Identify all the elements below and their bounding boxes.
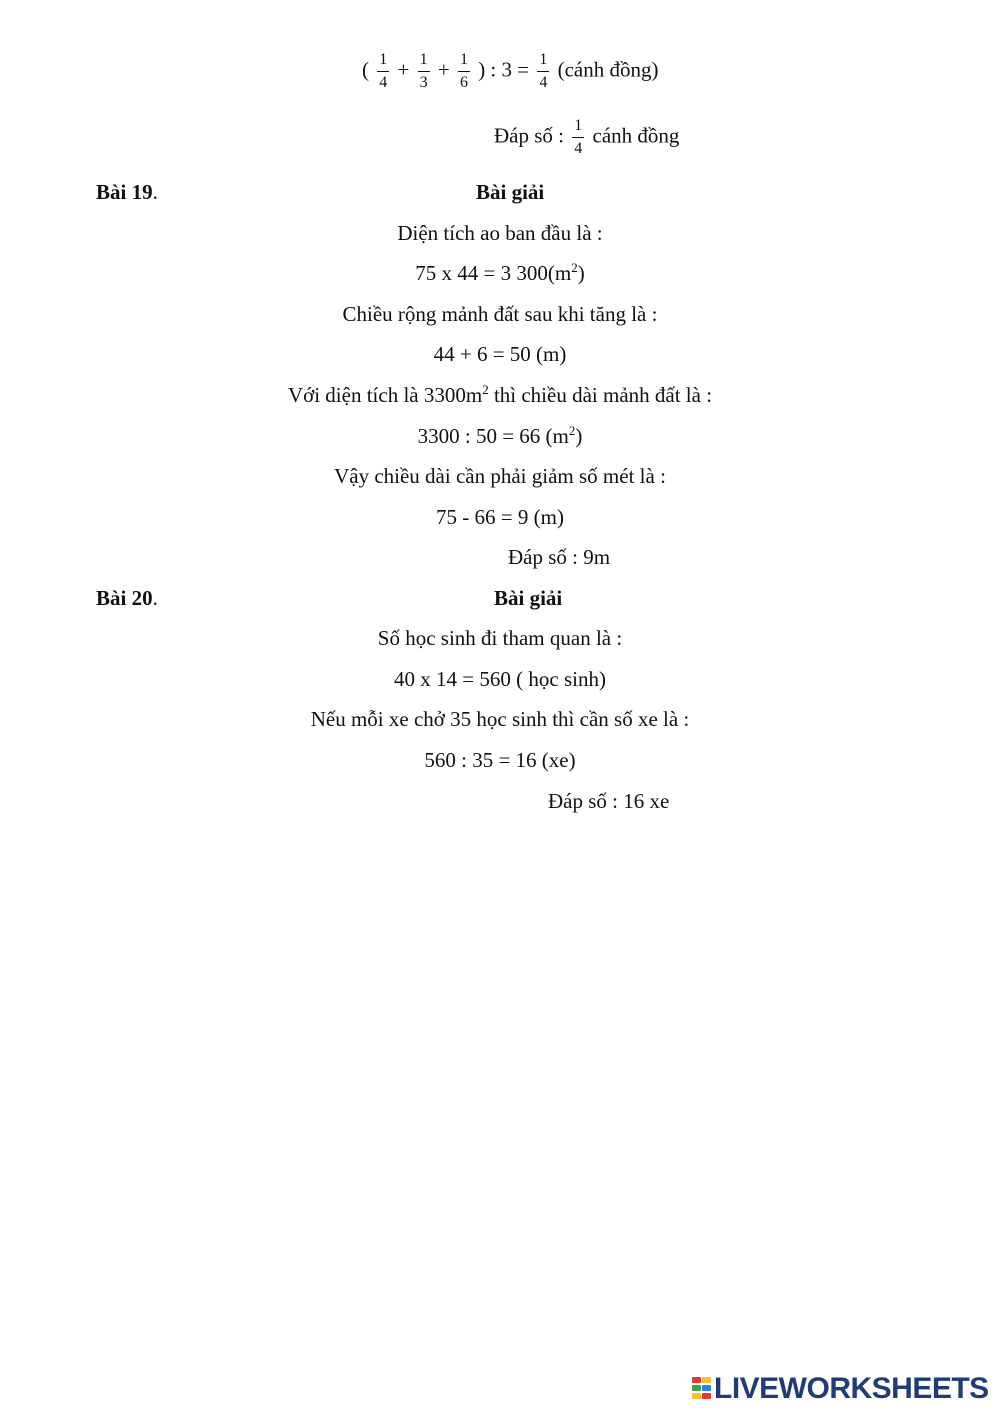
solution-line: 560 : 35 = 16 (xe)	[424, 748, 576, 772]
liveworksheets-logo	[692, 1372, 989, 1406]
exercise-20-heading: Bài giải	[494, 586, 563, 610]
exercise-20-label: Bài 20.	[96, 586, 158, 610]
exercise-19-heading: Bài giải	[476, 180, 545, 204]
liveworksheets-icon	[692, 1375, 712, 1403]
plus-sign: +	[397, 57, 410, 82]
answer-20: Đáp số : 16 xe	[548, 789, 670, 813]
solution-line: 44 + 6 = 50 (m)	[433, 342, 567, 366]
solution-line: 75 x 44 = 3 $300(m^2)$	[415, 260, 585, 285]
exercise-19-label: Bài 19.	[96, 180, 158, 204]
liveworksheets-wordmark: LIVEWORKSHEETS	[714, 1372, 989, 1405]
fraction-result: $\frac{1}{4}$	[539, 51, 548, 91]
solution-line: 40 x 14 = 560 ( học sinh)	[394, 667, 606, 691]
fraction-2: $\frac{1}{3}$	[419, 51, 428, 91]
equation-middle: ) : 3 =	[478, 57, 530, 82]
answer-18: Đáp số : $\frac{1}{4}$ cánh đồng	[494, 117, 680, 157]
solution-line: Số học sinh đi tham quan là :	[377, 626, 623, 650]
open-paren: (	[362, 57, 369, 82]
solution-line: 75 - 66 = 9 (m)	[436, 505, 564, 529]
fraction-1: $\frac{1}{4}$	[379, 51, 388, 91]
answer-fraction: $\frac{1}{4}$	[574, 117, 583, 157]
fraction-3: $\frac{1}{6}$	[459, 51, 468, 91]
solution-line: Với diện tích là $3300m^2$ thì chiều dài mảnh đất là :	[287, 382, 713, 407]
solution-line: Nếu mỗi xe chở 35 học sinh thì cần số xe là :	[310, 707, 690, 731]
fraction-equation	[362, 52, 659, 91]
solution-line: Chiều rộng mảnh đất sau khi tăng là :	[342, 302, 658, 326]
solution-line: Vậy chiều dài cần phải giảm số mét là :	[334, 464, 666, 488]
equation-unit: (cánh đồng)	[557, 57, 659, 82]
solution-line: Diện tích ao ban đầu là :	[397, 221, 603, 245]
solution-line: 3300 : 50 = 66 $(m^2)$	[417, 423, 583, 448]
answer-19: Đáp số : 9m	[508, 545, 611, 569]
plus-sign: +	[437, 57, 450, 82]
